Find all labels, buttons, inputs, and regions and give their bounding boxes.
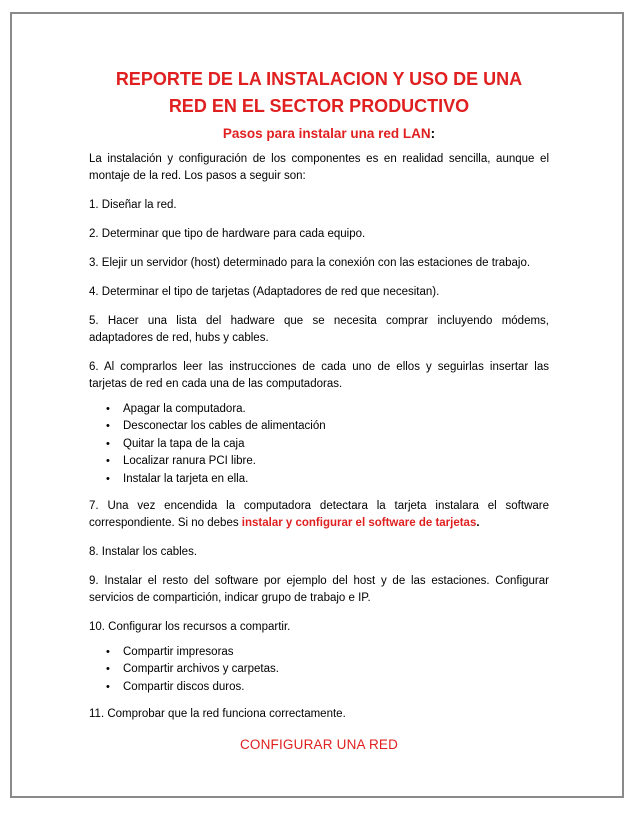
step-4: 4. Determinar el tipo de tarjetas (Adaptadores de red que necesitan).: [89, 286, 440, 298]
section-heading-configurar: CONFIGURAR UNA RED: [239, 737, 399, 753]
list-item: • Compartir impresoras: [123, 644, 549, 661]
step-6: 6. Al comprarlos leer las instrucciones de cada uno de ellos y seguirlas insertar las tarjetas de red en cada una de las computadoras.: [89, 361, 549, 390]
bullet-icon: •: [106, 420, 110, 433]
list-item: • Localizar ranura PCI libre.: [123, 453, 549, 470]
step-2: 2. Determinar que tipo de hardware para cada equipo.: [89, 228, 366, 240]
list-item: • Compartir discos duros.: [123, 679, 549, 696]
document-title: [83, 66, 555, 120]
subtitle-colon: :: [430, 126, 436, 141]
bullet-icon: •: [106, 680, 110, 693]
list-item: • Compartir archivos y carpetas.: [123, 661, 549, 678]
sharing-list: [89, 644, 549, 696]
step-9: 9. Instalar el resto del software por ejemplo del host y de las estaciones. Configurar servicios de compartición, indicar grupo de trabajo e IP.: [89, 575, 549, 605]
bullet-icon: •: [106, 403, 110, 415]
step-3: 3. Elejir un servidor (host) determinado para la conexión con las estaciones de trabajo.: [89, 257, 531, 269]
bullet-icon: •: [106, 646, 110, 659]
subtitle-text: Pasos para instalar una red LAN: [222, 126, 431, 141]
step-11: 11. Comprobar que la red funciona correctamente.: [89, 708, 346, 721]
list-item: • Apagar la computadora.: [123, 401, 549, 418]
list-item: • Instalar la tarjeta en ella.: [123, 471, 549, 488]
step-7-highlight: instalar y configurar el software de tarjetas: [241, 517, 477, 530]
intro-paragraph: La instalación y configuración de los componentes es en realidad sencilla, aunque el montaje de la red. Los pasos a seguir son:: [89, 153, 549, 182]
bullet-icon: •: [106, 472, 110, 485]
title-line-1: REPORTE DE LA INSTALACION Y USO DE UNA: [115, 69, 523, 89]
bullet-icon: •: [106, 663, 110, 676]
bullet-icon: •: [106, 455, 110, 468]
step-8: 8. Instalar los cables.: [89, 546, 198, 559]
title-line-2: RED EN EL SECTOR PRODUCTIVO: [168, 96, 470, 116]
step-10: 10. Configurar los recursos a compartir.: [89, 621, 291, 634]
list-item: • Desconectar los cables de alimentación: [123, 418, 549, 435]
bullet-icon: •: [106, 437, 110, 450]
section-subtitle: [109, 126, 549, 141]
list-item: • Quitar la tapa de la caja: [123, 436, 549, 453]
document-body: [89, 66, 549, 752]
hardware-steps-list: [89, 401, 549, 488]
step-7: 7. Una vez encendida la computadora detectara la tarjeta instalara el software correspondiente. Si no debes instalar y configurar el software de tarjetas.: [89, 500, 549, 530]
step-5: 5. Hacer una lista del hadware que se necesita comprar incluyendo módems, adaptadores de red, hubs y cables.: [89, 315, 549, 344]
step-1: 1. Diseñar la red.: [89, 199, 177, 211]
